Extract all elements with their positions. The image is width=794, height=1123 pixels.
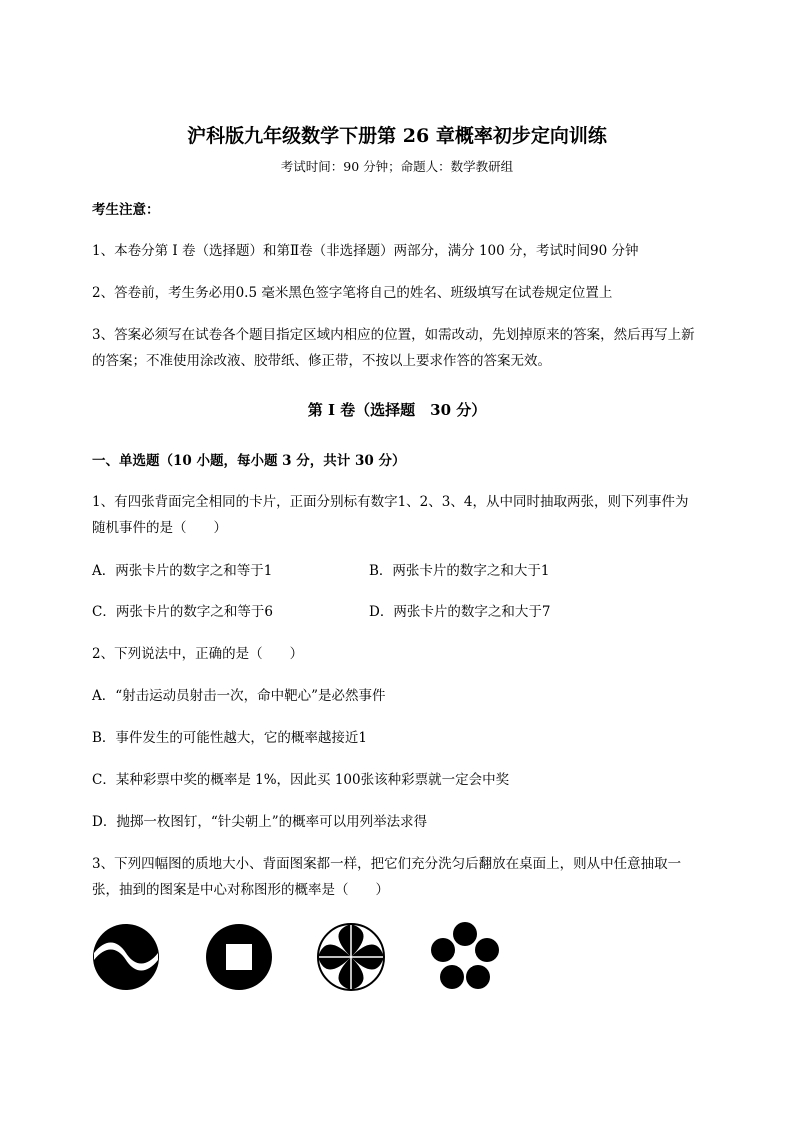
question-1-option-c: C．两张卡片的数字之和等于6 [92, 604, 273, 620]
notice-item: 1、本卷分第 I 卷（选择题）和第Ⅱ卷（非选择题）两部分，满分 100 分，考试时间90 分钟 [92, 243, 639, 259]
pentagon-flower-icon [430, 922, 500, 992]
question-2-option-c: C．某种彩票中奖的概率是 1%，因此买 100张该种彩票就一定会中奖 [92, 772, 510, 788]
question-2-option-a: A．“射击运动员射击一次，命中靶心”是必然事件 [92, 688, 386, 704]
question-2-stem: 2、下列说法中，正确的是（ ） [92, 646, 304, 662]
question-3-stem: 张，抽到的图案是中心对称图形的概率是（ ） [92, 882, 389, 898]
question-2-option-d: D．抛掷一枚图钉，“针尖朝上”的概率可以用列举法求得 [92, 814, 428, 830]
notice-item: 2、答卷前，考生务必用0.5 毫米黑色签字笔将自己的姓名、班级填写在试卷规定位置上 [92, 285, 613, 301]
notice-heading: 考生注意： [92, 202, 160, 218]
question-1-stem: 1、有四张背面完全相同的卡片，正面分别标有数字1、2、3、4，从中同时抽取两张，则下列事件为 [92, 494, 689, 510]
wave-circle-icon [91, 922, 161, 992]
section-title: 第 I 卷（选择题 30 分） [307, 401, 487, 419]
notice-item: 的答案；不准使用涂改液、胶带纸、修正带，不按以上要求作答的答案无效。 [92, 353, 551, 369]
notice-item: 3、答案必须写在试卷各个题目指定区域内相应的位置，如需改动，先划掉原来的答案，然后再写上新 [92, 327, 695, 343]
exam-info: 考试时间：90 分钟；命题人：数学教研组 [280, 159, 514, 174]
question-1-stem: 随机事件的是（ ） [92, 520, 227, 536]
question-1-option-a: A．两张卡片的数字之和等于1 [92, 563, 273, 579]
page-title: 沪科版九年级数学下册第 26 章概率初步定向训练 [187, 125, 607, 147]
four-petal-circle-icon [316, 922, 386, 992]
question-2-option-b: B．事件发生的可能性越大，它的概率越接近1 [92, 730, 368, 746]
question-1-option-b: B．两张卡片的数字之和大于1 [369, 563, 550, 579]
square-in-circle-icon [204, 922, 274, 992]
question-1-option-d: D．两张卡片的数字之和大于7 [369, 604, 551, 620]
part-heading: 一、单选题（10 小题，每小题 3 分，共计 30 分） [92, 453, 406, 469]
question-3-stem: 3、下列四幅图的质地大小、背面图案都一样，把它们充分洗匀后翻放在桌面上，则从中任意抽取一 [92, 856, 682, 872]
